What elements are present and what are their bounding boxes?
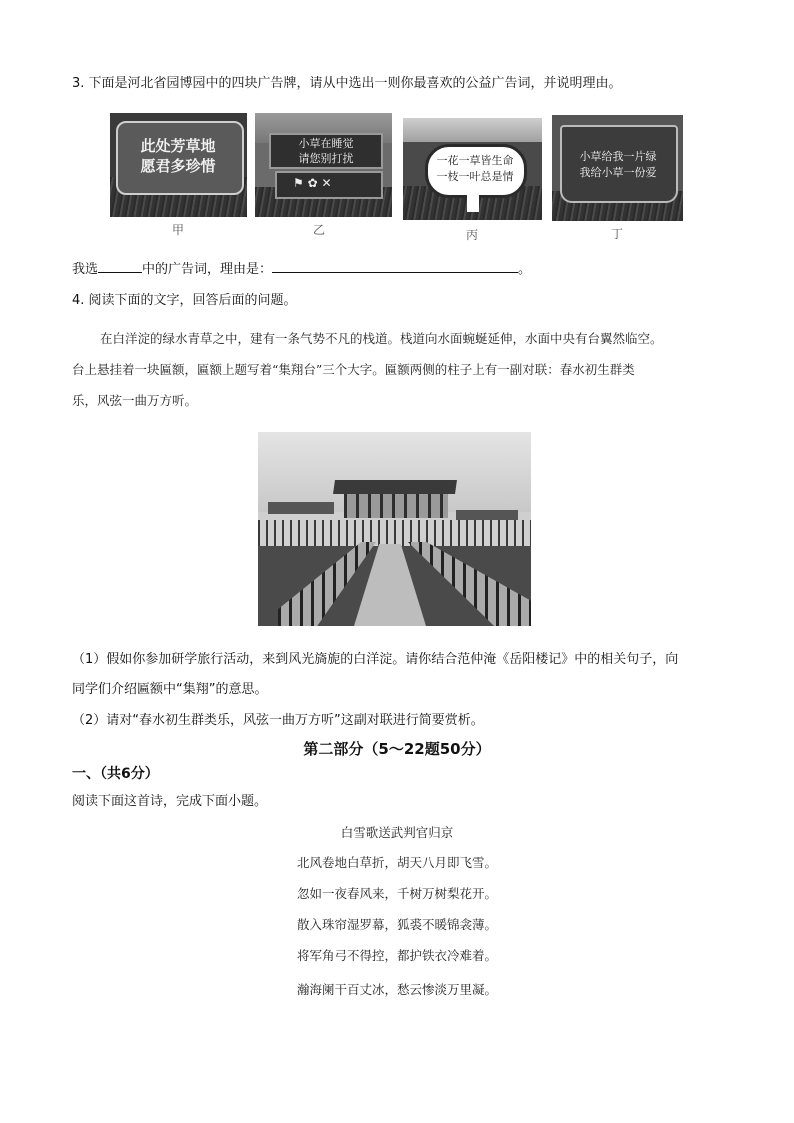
part2-heading: 第二部分（5～22题50分）	[303, 740, 491, 758]
q4-passage-line: 台上悬挂着一块匾额，匾额上题写着“集翔台”三个大字。匾额两侧的柱子上有一副对联：春水初生群类	[72, 362, 635, 377]
answer-blank-reason[interactable]	[272, 258, 518, 273]
sign-caption-bing: 丙	[466, 228, 479, 242]
answer-blank-choice[interactable]	[98, 258, 142, 273]
q4-sub2: （2）请对“春水初生群类乐，风弦一曲万方听”这副对联进行简要赏析。	[72, 713, 484, 728]
sign-photo-ding	[552, 115, 683, 221]
q3-prompt: 3. 下面是河北省园博园中的四块广告牌，请从中选出一则你最喜欢的公益广告词，并说明理由。	[72, 76, 622, 91]
pavilion-photo	[258, 432, 531, 626]
sign-caption-ding: 丁	[611, 227, 624, 241]
sign-text-line2: 我给小草一份爱	[579, 166, 657, 179]
poem-instruction: 阅读下面这首诗，完成下面小题。	[72, 794, 268, 809]
sign-icons: ⚑ ✿ ✕	[293, 176, 332, 190]
sign-photo-bing	[403, 118, 542, 220]
poem-title: 白雪歌送武判官归京	[340, 825, 454, 840]
pavilion-columns	[344, 494, 448, 518]
pavilion-roof	[333, 480, 457, 494]
sign-photo-yi	[255, 113, 392, 217]
sign-caption-jia: 甲	[172, 223, 185, 237]
q4-prompt: 4. 阅读下面的文字，回答后面的问题。	[72, 293, 297, 308]
sign-text-line2: 愿君多珍惜	[140, 157, 216, 175]
poem-line: 瀚海阑干百丈冰，愁云惨淡万里凝。	[296, 982, 497, 997]
sign-text-line1: 小草给我一片绿	[579, 150, 657, 163]
q4-sub1-line2: 同学们介绍匾额中“集翔”的意思。	[72, 682, 268, 697]
sign-text-line2: 一枝一叶总是情	[436, 170, 514, 183]
answer-label-2: 中的广告词，理由是：	[142, 262, 273, 277]
sign-text-line1: 一花一草皆生命	[436, 154, 514, 167]
q4-sub1-line1: （1）假如你参加研学旅行活动，来到风光旖旎的白洋淀。请你结合范仲淹《岳阳楼记》中的相关句子，向	[72, 652, 679, 667]
poem-line: 散入珠帘湿罗幕，狐裘不暖锦衾薄。	[296, 917, 497, 932]
q4-passage-line: 在白洋淀的绿水青草之中，建有一条气势不凡的栈道。栈道向水面蜿蜒延伸，水面中央有台翼然临空。	[100, 331, 663, 346]
poem-line: 将军角弓不得控，都护铁衣冷难着。	[296, 948, 497, 963]
sign-photo-jia	[110, 113, 247, 217]
q4-passage-line: 乐，风弦一曲万方听。	[72, 393, 198, 408]
railing	[258, 520, 531, 546]
answer-label-3: 。	[518, 262, 532, 277]
q3-answer-line	[72, 258, 531, 279]
section-heading: 一、（共6分）	[72, 766, 159, 782]
sign-text-line2: 请您别打扰	[298, 152, 354, 165]
answer-label-1: 我选	[72, 262, 99, 277]
sign-text-line1: 小草在睡觉	[298, 137, 354, 150]
sign-post	[467, 192, 479, 212]
poem-line: 北风卷地白草折，胡天八月即飞雪。	[296, 855, 497, 870]
poem-line: 忽如一夜春风来，千树万树梨花开。	[296, 886, 497, 901]
sign-caption-yi: 乙	[313, 223, 326, 237]
sign-text-line1: 此处芳草地	[140, 137, 216, 155]
